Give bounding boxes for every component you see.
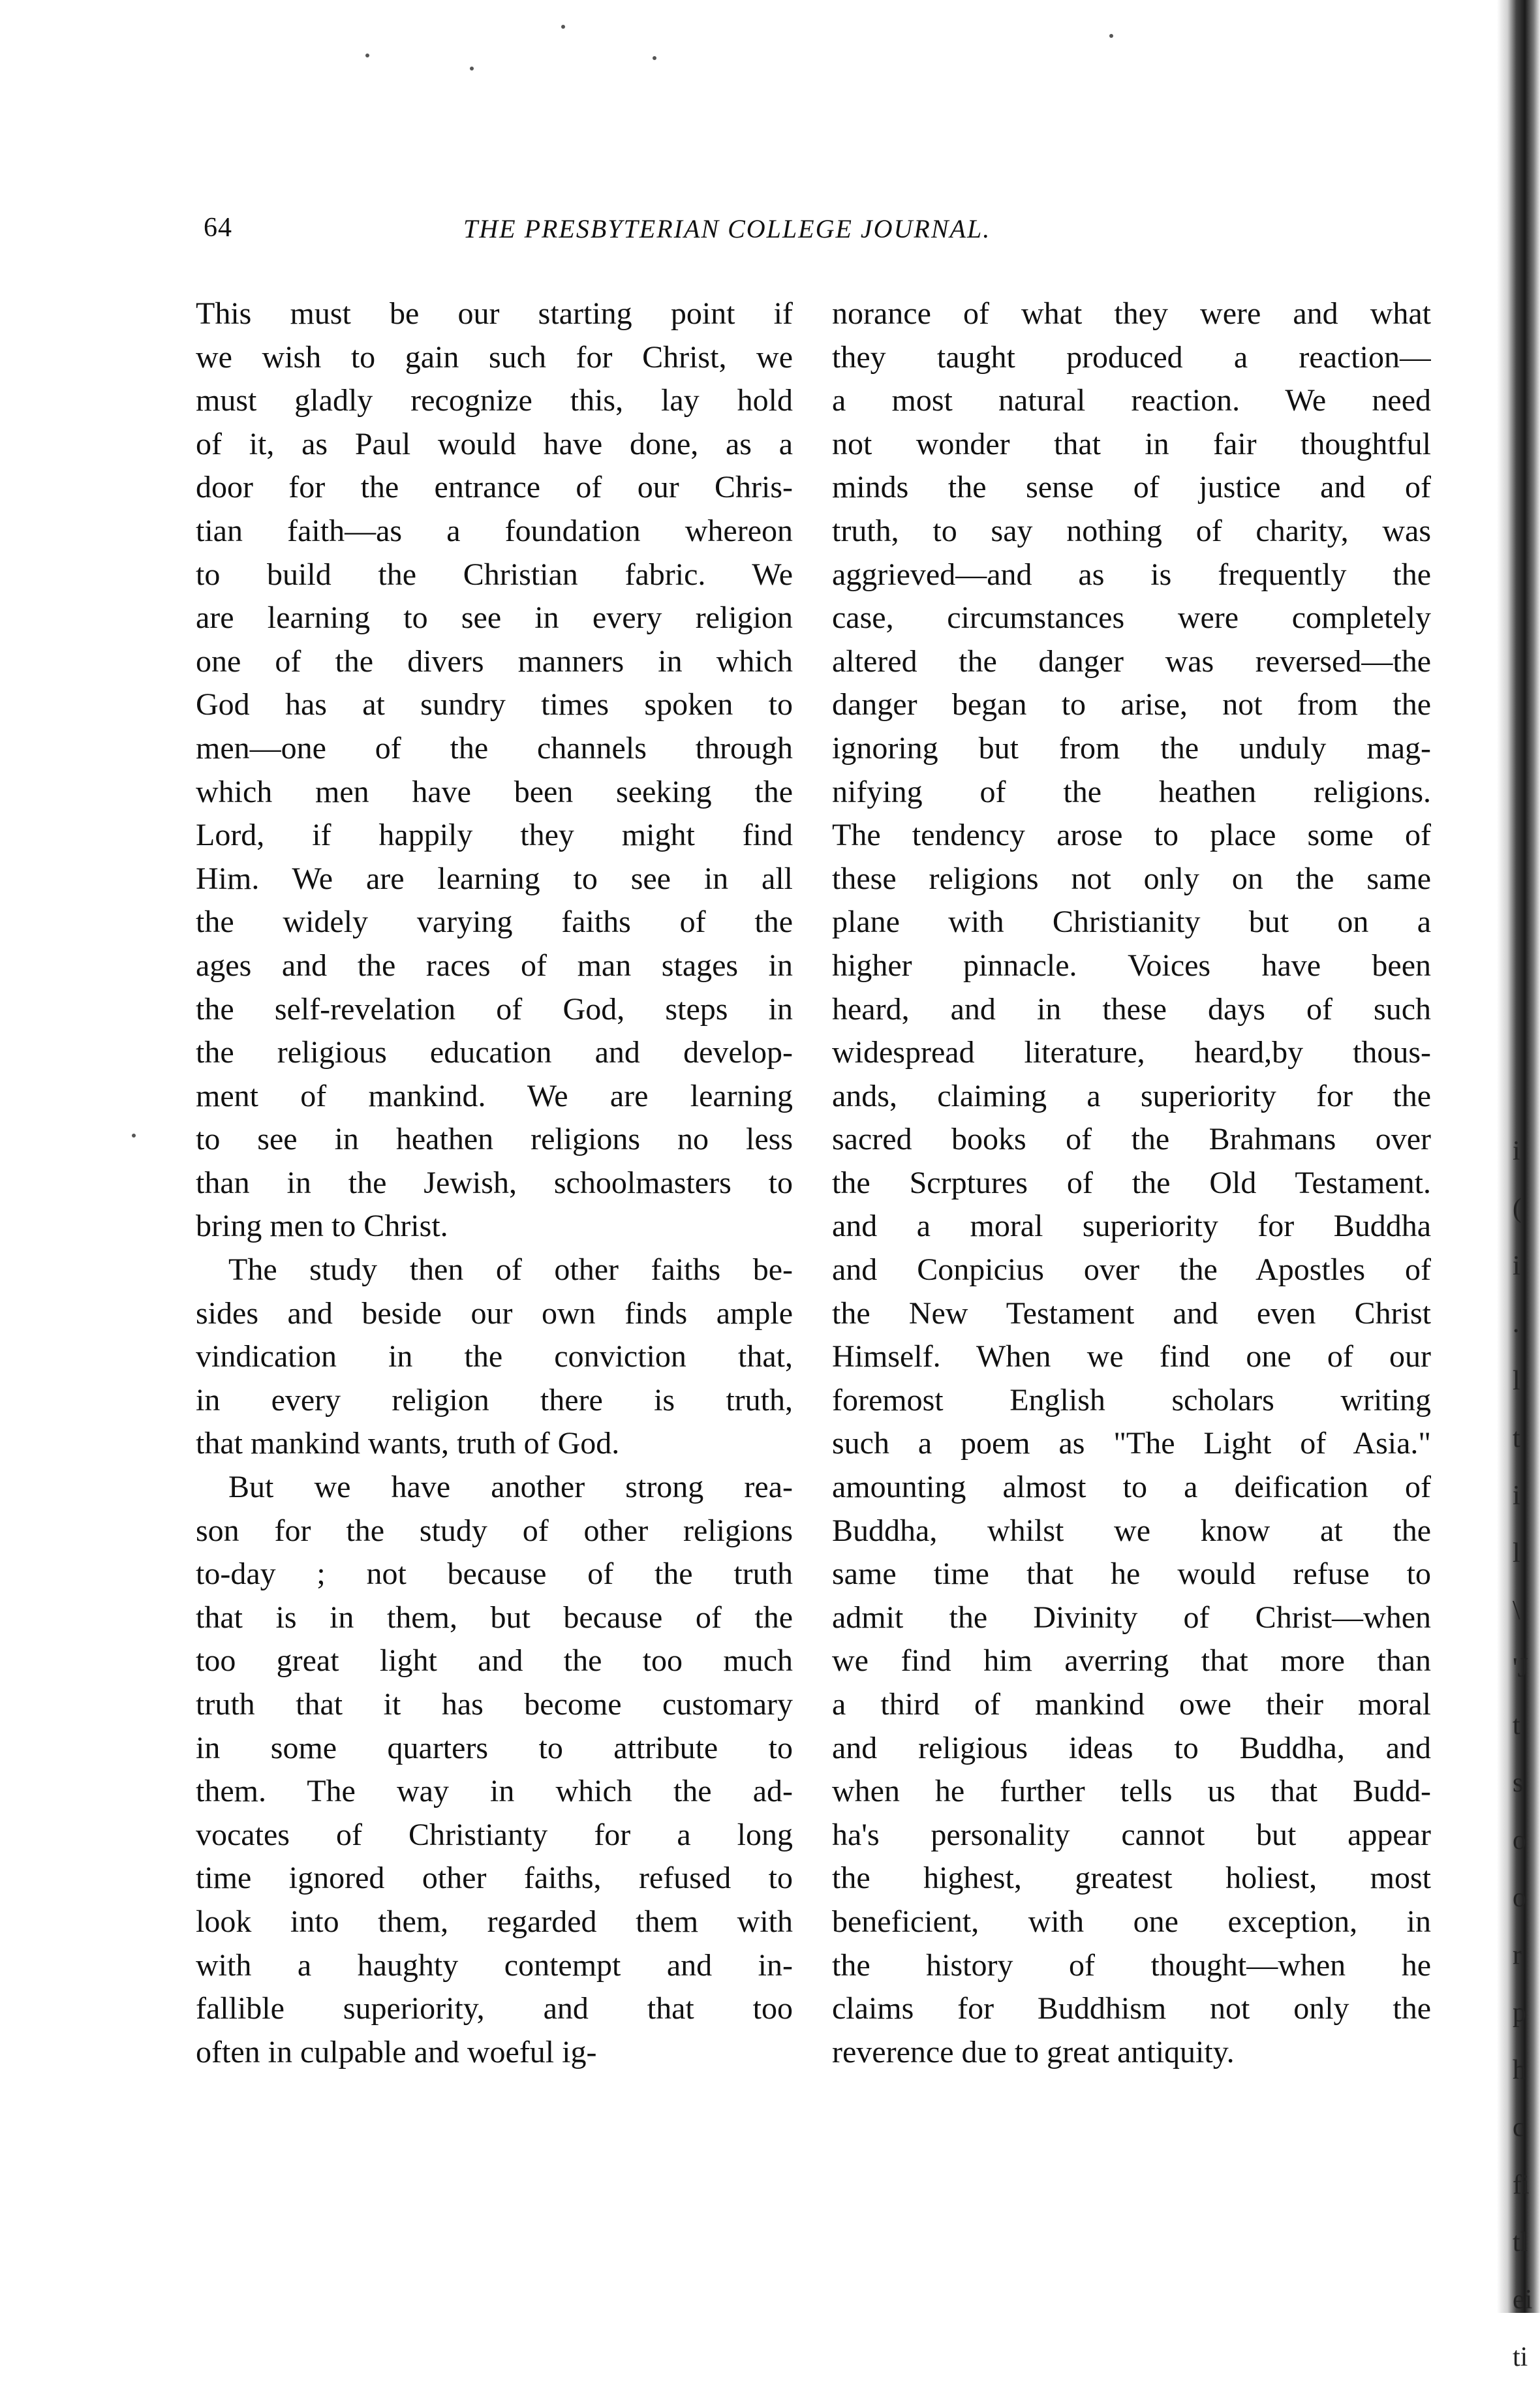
- text-line: such a poem as "The Light of Asia.": [832, 1426, 1431, 1461]
- text-line: with a haughty contempt and in-: [196, 1947, 793, 1983]
- text-line: a most natural reaction. We need: [832, 383, 1431, 418]
- text-line: than in the Jewish, schoolmasters to: [196, 1165, 793, 1200]
- text-line: ignoring but from the unduly mag-: [832, 730, 1431, 766]
- text-line: the religious education and develop-: [196, 1035, 793, 1070]
- text-line: in every religion there is truth,: [196, 1382, 793, 1418]
- print-speck: [365, 54, 369, 57]
- edge-fragment: (: [1513, 1194, 1522, 1224]
- text-line: truth that it has become customary: [196, 1687, 793, 1722]
- text-line: The study then of other faiths be-: [228, 1252, 793, 1288]
- edge-fragment: h: [1513, 2055, 1526, 2085]
- text-line: The tendency arose to place some of: [832, 818, 1431, 853]
- text-line: plane with Christianity but on a: [832, 905, 1431, 940]
- text-line: when he further tells us that Budd-: [832, 1774, 1431, 1809]
- text-line: we find him averring that more than: [832, 1643, 1431, 1679]
- text-line: Lord, if happily they might find: [196, 818, 793, 853]
- text-line: these religions not only on the same: [832, 861, 1431, 896]
- edge-fragment: r: [1513, 1940, 1522, 1970]
- edge-fragment: p: [1513, 1998, 1526, 2028]
- text-line: Him. We are learning to see in all: [196, 861, 793, 896]
- text-line: a third of mankind owe their moral: [832, 1687, 1431, 1722]
- text-line: time ignored other faiths, refused to: [196, 1861, 793, 1896]
- text-line: the history of thought—when he: [832, 1947, 1431, 1983]
- text-line: fallible superiority, and that too: [196, 1991, 793, 2026]
- text-line: danger began to arise, not from the: [832, 687, 1431, 722]
- text-line: amounting almost to a deification of: [832, 1470, 1431, 1505]
- text-line: ands, claiming a superiority for the: [832, 1078, 1431, 1113]
- text-line: to build the Christian fabric. We: [196, 557, 793, 592]
- text-line: look into them, regarded them with: [196, 1904, 793, 1939]
- right-column: [832, 292, 1431, 2081]
- print-speck: [653, 56, 656, 60]
- edge-fragment: i: [1513, 1251, 1520, 1281]
- text-line: sides and beside our own finds ample: [196, 1295, 793, 1331]
- text-line: higher pinnacle. Voices have been: [832, 948, 1431, 983]
- edge-fragment: tl: [1513, 2227, 1528, 2257]
- text-line: vindication in the conviction that,: [196, 1339, 793, 1374]
- text-line: Himself. When we find one of our: [832, 1339, 1431, 1374]
- text-line: But we have another strong rea-: [228, 1470, 793, 1505]
- text-line: son for the study of other religions: [196, 1513, 793, 1548]
- adjacent-page-fragments: [1513, 1123, 1539, 2386]
- text-line: nifying of the heathen religions.: [832, 774, 1431, 809]
- text-line: altered the danger was reversed—the: [832, 643, 1431, 679]
- edge-fragment: l: [1513, 1538, 1520, 1568]
- edge-fragment: o: [1513, 1825, 1526, 1855]
- text-line: the widely varying faiths of the: [196, 905, 793, 940]
- text-line: to see in heathen religions no less: [196, 1122, 793, 1157]
- text-line: truth, to say nothing of charity, was: [832, 513, 1431, 548]
- text-line: minds the sense of justice and of: [832, 470, 1431, 505]
- print-speck: [470, 67, 474, 70]
- left-column: [196, 292, 793, 2081]
- text-line: God has at sundry times spoken to: [196, 687, 793, 722]
- text-line: Buddha, whilst we know at the: [832, 1513, 1431, 1548]
- text-line: widespread literature, heard,by thous-: [832, 1035, 1431, 1070]
- text-line: too great light and the too much: [196, 1643, 793, 1679]
- edge-fragment: ei: [1513, 2285, 1533, 2315]
- edge-fragment: o: [1513, 1883, 1526, 1913]
- text-line: vocates of Christianty for a long: [196, 1817, 793, 1852]
- page-number: 64: [204, 213, 232, 243]
- text-line: reverence due to great antiquity.: [832, 2034, 1235, 2069]
- page-header: [196, 212, 1155, 258]
- text-line: the highest, greatest holiest, most: [832, 1861, 1431, 1896]
- text-line: bring men to Christ.: [196, 1209, 448, 1244]
- text-line: that is in them, but because of the: [196, 1600, 793, 1635]
- text-line: and Conpicius over the Apostles of: [832, 1252, 1431, 1288]
- edge-fragment: .: [1513, 1309, 1520, 1339]
- text-line: door for the entrance of our Chris-: [196, 470, 793, 505]
- text-line: sacred books of the Brahmans over: [832, 1122, 1431, 1157]
- text-line: in some quarters to attribute to: [196, 1730, 793, 1765]
- text-line: aggrieved—and as is frequently the: [832, 557, 1431, 592]
- edge-fragment: i: [1513, 1481, 1520, 1511]
- running-head: THE PRESBYTERIAN COLLEGE JOURNAL.: [463, 214, 991, 243]
- text-line: This must be our starting point if: [196, 296, 793, 331]
- text-line: and a moral superiority for Buddha: [832, 1209, 1431, 1244]
- text-line: tian faith—as a foundation whereon: [196, 513, 793, 548]
- text-line: men—one of the channels through: [196, 730, 793, 766]
- text-line: the Scrptures of the Old Testament.: [832, 1165, 1431, 1200]
- print-speck: [1109, 34, 1113, 38]
- edge-fragment: t: [1513, 1711, 1520, 1741]
- edge-fragment: fi: [1513, 2170, 1530, 2200]
- text-line: the New Testament and even Christ: [832, 1295, 1431, 1331]
- text-line: ment of mankind. We are learning: [196, 1078, 793, 1113]
- text-line: norance of what they were and what: [832, 296, 1431, 331]
- edge-fragment: s: [1513, 1768, 1524, 1798]
- text-line: they taught produced a reaction—: [832, 339, 1431, 375]
- edge-fragment: \: [1513, 1596, 1520, 1626]
- text-line: often in culpable and woeful ig-: [196, 2034, 597, 2069]
- text-line: of it, as Paul would have done, as a: [196, 426, 793, 461]
- text-line: beneficient, with one exception, in: [832, 1904, 1431, 1939]
- text-line: the self-revelation of God, steps in: [196, 991, 793, 1027]
- text-line: we wish to gain such for Christ, we: [196, 339, 793, 375]
- text-line: are learning to see in every religion: [196, 600, 793, 636]
- print-speck: [561, 25, 565, 29]
- text-line: same time that he would refuse to: [832, 1557, 1431, 1592]
- text-line: case, circumstances were completely: [832, 600, 1431, 636]
- edge-fragment: l: [1513, 1366, 1520, 1396]
- text-line: admit the Divinity of Christ—when: [832, 1600, 1431, 1635]
- text-line: them. The way in which the ad-: [196, 1774, 793, 1809]
- edge-fragment: i: [1513, 1136, 1520, 1166]
- text-line: that mankind wants, truth of God.: [196, 1426, 620, 1461]
- text-line: ages and the races of man stages in: [196, 948, 793, 983]
- text-line: and religious ideas to Buddha, and: [832, 1730, 1431, 1765]
- text-line: to-day ; not because of the truth: [196, 1557, 793, 1592]
- print-speck: [132, 1134, 136, 1138]
- edge-fragment: ti: [1513, 2342, 1528, 2372]
- text-line: which men have been seeking the: [196, 774, 793, 809]
- edge-fragment: 'J: [1513, 1653, 1528, 1683]
- text-line: must gladly recognize this, lay hold: [196, 383, 793, 418]
- edge-fragment: t: [1513, 1423, 1520, 1453]
- text-line: foremost English scholars writing: [832, 1382, 1431, 1418]
- text-line: ha's personality cannot but appear: [832, 1817, 1431, 1852]
- text-line: claims for Buddhism not only the: [832, 1991, 1431, 2026]
- text-line: heard, and in these days of such: [832, 991, 1431, 1027]
- text-line: not wonder that in fair thoughtful: [832, 426, 1431, 461]
- text-line: one of the divers manners in which: [196, 643, 793, 679]
- edge-fragment: c: [1513, 2113, 1525, 2143]
